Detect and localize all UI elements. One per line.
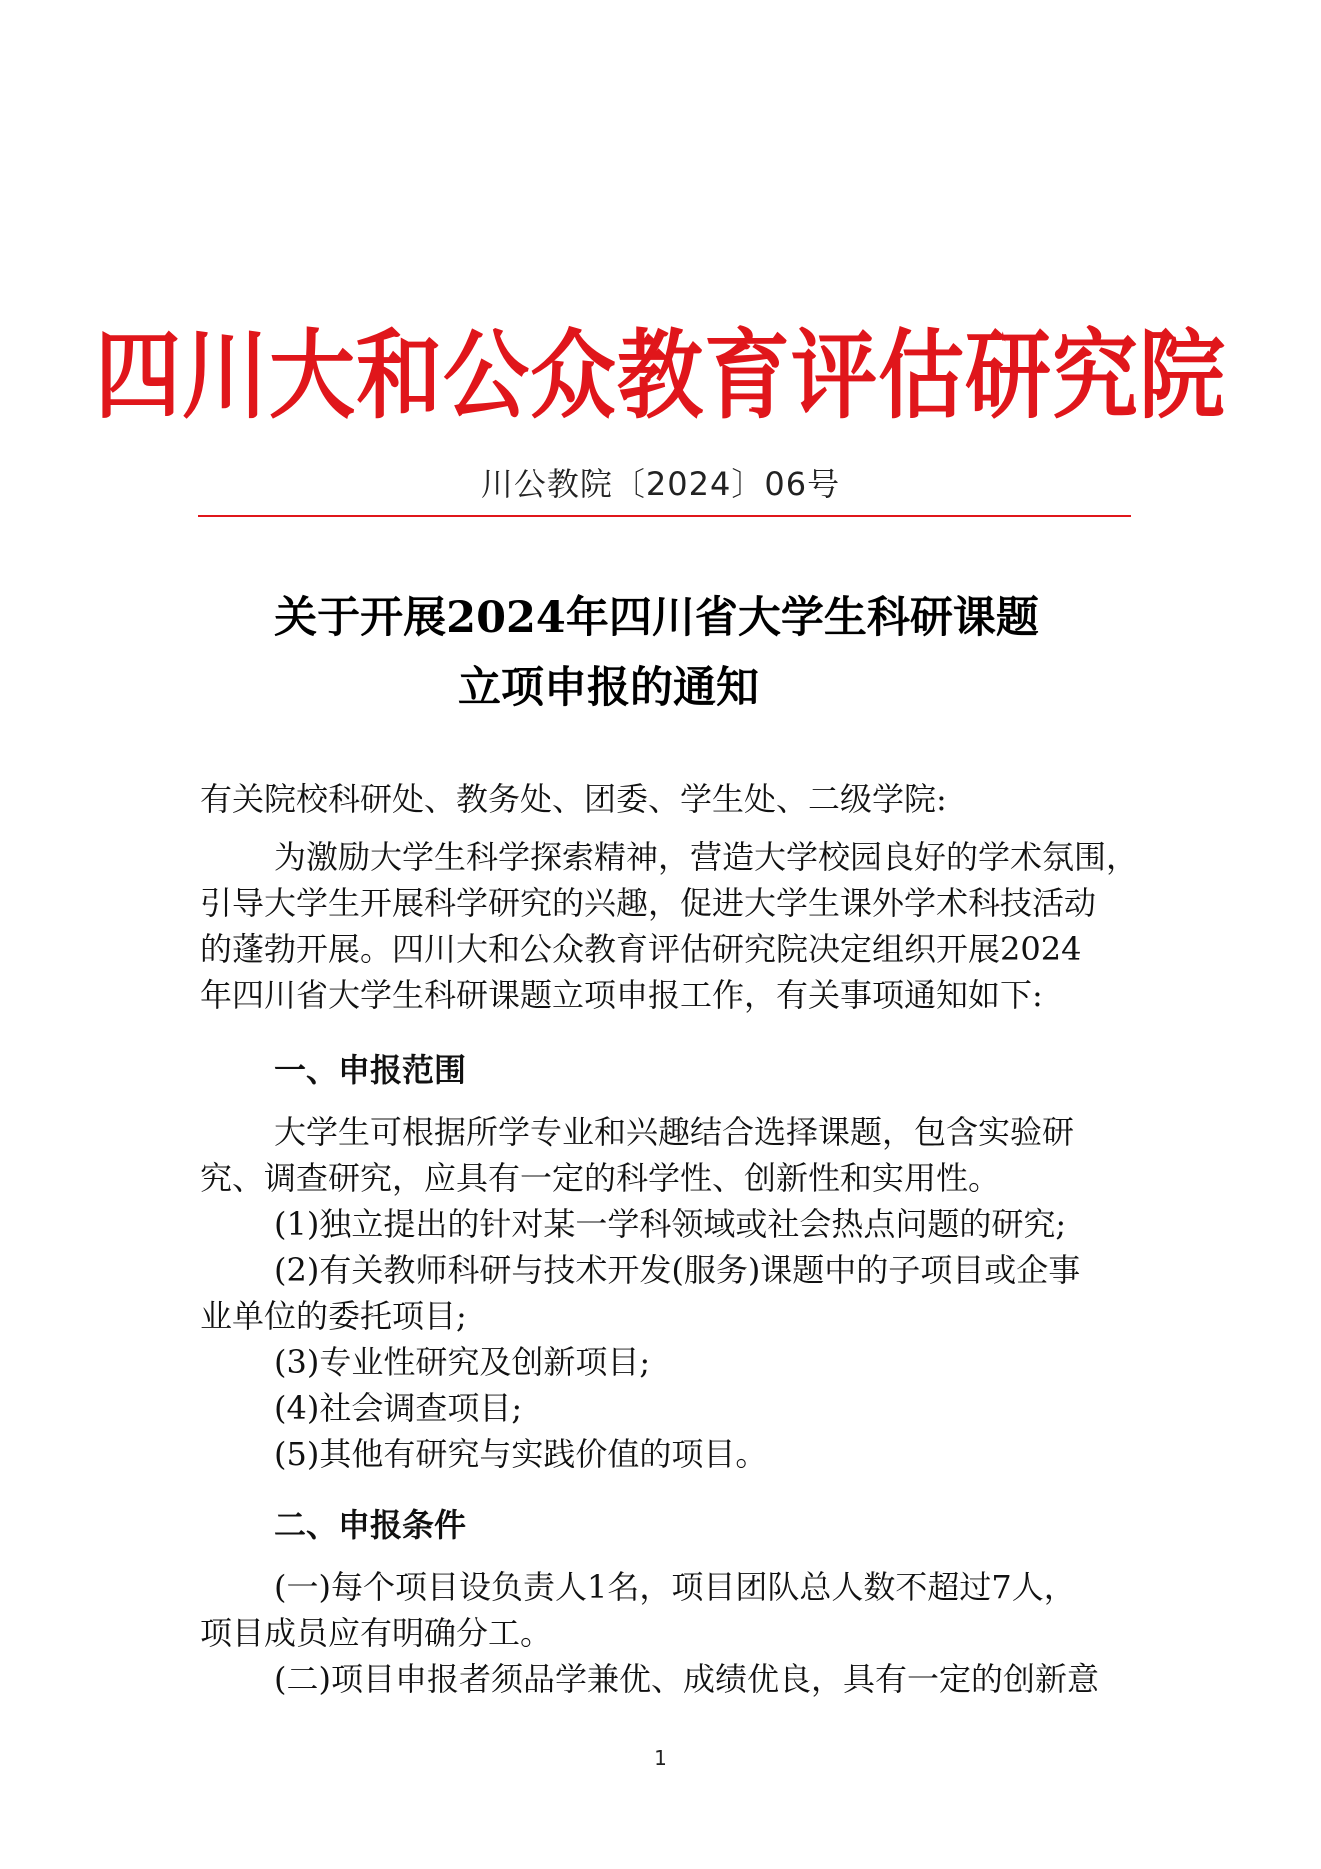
masthead-title: 四川大和公众教育评估研究院 (95, 319, 1226, 433)
section-1-item-5: (5)其他有研究与实践价值的项目。 (274, 1435, 768, 1473)
section-2-heading: 二、申报条件 (274, 1506, 467, 1544)
intro-line-1: 为激励大学生科学探索精神，营造大学校园良好的学术氛围， (274, 838, 1139, 876)
section-1-item-1: (1)独立提出的针对某一学科领域或社会热点问题的研究; (274, 1205, 1067, 1243)
section-2-line-3: (二)项目申报者须品学兼优、成绩优良，具有一定的创新意 (274, 1660, 1099, 1698)
notice-title-line-2: 立项申报的通知 (458, 663, 759, 713)
page-number: 1 (654, 1746, 667, 1770)
section-2-line-1: (一)每个项目设负责人1名，项目团队总人数不超过7人， (274, 1568, 1076, 1606)
section-1-item-3: (3)专业性研究及创新项目; (274, 1343, 651, 1381)
notice-title-line-1: 关于开展2024年四川省大学生科研课题 (274, 593, 1039, 643)
section-1-line-2: 究、调查研究，应具有一定的科学性、创新性和实用性。 (200, 1159, 1001, 1197)
document-number: 川公教院〔2024〕06号 (480, 465, 841, 503)
intro-line-3: 的蓬勃开展。四川大和公众教育评估研究院决定组织开展2024 (200, 930, 1082, 968)
addressee-line: 有关院校科研处、教务处、团委、学生处、二级学院: (200, 780, 947, 818)
intro-line-2: 引导大学生开展科学研究的兴趣，促进大学生课外学术科技活动 (200, 884, 1097, 922)
section-1-item-2-cont: 业单位的委托项目; (200, 1297, 467, 1335)
section-1-line-1: 大学生可根据所学专业和兴趣结合选择课题，包含实验研 (274, 1113, 1075, 1151)
section-1-heading: 一、申报范围 (274, 1051, 467, 1089)
section-1-item-4: (4)社会调查项目; (274, 1389, 523, 1427)
section-2-line-2: 项目成员应有明确分工。 (200, 1614, 553, 1652)
intro-line-4: 年四川省大学生科研课题立项申报工作，有关事项通知如下: (200, 976, 1043, 1014)
section-1-item-2: (2)有关教师科研与技术开发(服务)课题中的子项目或企事 (274, 1251, 1081, 1289)
red-divider-line (198, 515, 1131, 517)
